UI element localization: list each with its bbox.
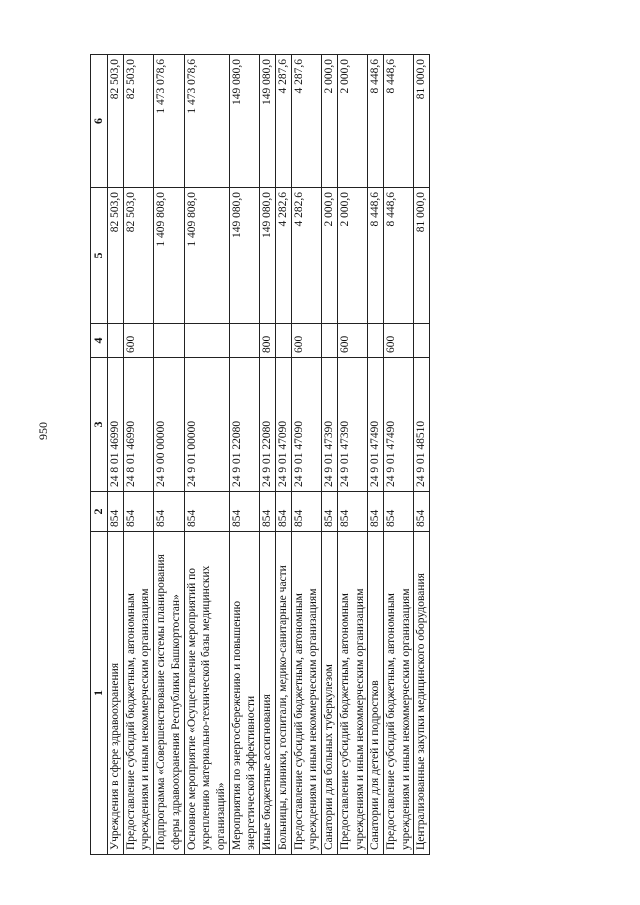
row-name-cell: Мероприятия по энергосбережению и повышению энергетической эффективности bbox=[229, 532, 259, 855]
target-article-cell: 24 9 01 47390 bbox=[322, 358, 338, 492]
target-article-cell: 24 9 01 00000 bbox=[184, 358, 229, 492]
table-header-row bbox=[91, 55, 108, 855]
expense-type-cell bbox=[108, 324, 124, 358]
expense-type-cell: 600 bbox=[123, 324, 153, 358]
row-name-cell: Иные бюджетные ассигнования bbox=[260, 532, 276, 855]
row-name-cell: Основное мероприятие «Осуществление мероприятий по укреплению материально-технической базы медицинских организаций» bbox=[184, 532, 229, 855]
target-article-cell: 24 8 01 46990 bbox=[123, 358, 153, 492]
target-article-cell: 24 9 01 47090 bbox=[275, 358, 291, 492]
expense-type-cell bbox=[229, 324, 259, 358]
rotated-page-content bbox=[90, 55, 430, 855]
row-name-cell: Больницы, клиники, госпитали, медико-санитарные части bbox=[275, 532, 291, 855]
amount-year2-cell: 8 448,6 bbox=[383, 55, 413, 188]
page-number: 950 bbox=[36, 422, 50, 440]
row-name-cell: Санатории для больных туберкулезом bbox=[322, 532, 338, 855]
amount-year2-cell: 149 080,0 bbox=[260, 55, 276, 188]
expense-type-cell bbox=[184, 324, 229, 358]
table-row bbox=[154, 55, 184, 855]
ministry-code-cell: 854 bbox=[123, 492, 153, 532]
expense-type-cell bbox=[154, 324, 184, 358]
header-cell: 6 bbox=[91, 55, 108, 188]
header-cell: 1 bbox=[91, 532, 108, 855]
amount-year2-cell: 4 287,6 bbox=[275, 55, 291, 188]
ministry-code-cell: 854 bbox=[275, 492, 291, 532]
amount-year2-cell: 2 000,0 bbox=[337, 55, 367, 188]
target-article-cell: 24 9 01 22080 bbox=[229, 358, 259, 492]
row-name-cell: Подпрограмма «Совершенствование системы планирования сферы здравоохранения Республики Башкортостан» bbox=[154, 532, 184, 855]
row-name-cell: Учреждения в сфере здравоохранения bbox=[108, 532, 124, 855]
ministry-code-cell: 854 bbox=[260, 492, 276, 532]
amount-year1-cell: 4 282,6 bbox=[275, 188, 291, 324]
amount-year2-cell: 82 503,0 bbox=[123, 55, 153, 188]
table-row bbox=[275, 55, 291, 855]
amount-year1-cell: 2 000,0 bbox=[337, 188, 367, 324]
amount-year2-cell: 81 000,0 bbox=[414, 55, 430, 188]
table-row bbox=[383, 55, 413, 855]
expense-type-cell: 800 bbox=[260, 324, 276, 358]
table-row bbox=[368, 55, 384, 855]
row-name-cell: Санатории для детей и подростков bbox=[368, 532, 384, 855]
target-article-cell: 24 9 01 48510 bbox=[414, 358, 430, 492]
ministry-code-cell: 854 bbox=[291, 492, 321, 532]
amount-year1-cell: 8 448,6 bbox=[383, 188, 413, 324]
amount-year1-cell: 8 448,6 bbox=[368, 188, 384, 324]
amount-year1-cell: 4 282,6 bbox=[291, 188, 321, 324]
row-name-cell: Предоставление субсидий бюджетным, автономным учреждениям и иным некоммерческим организациям bbox=[383, 532, 413, 855]
amount-year2-cell: 8 448,6 bbox=[368, 55, 384, 188]
target-article-cell: 24 9 01 47390 bbox=[337, 358, 367, 492]
amount-year2-cell: 149 080,0 bbox=[229, 55, 259, 188]
table-row bbox=[184, 55, 229, 855]
amount-year2-cell: 82 503,0 bbox=[108, 55, 124, 188]
header-cell: 4 bbox=[91, 324, 108, 358]
target-article-cell: 24 9 01 47090 bbox=[291, 358, 321, 492]
amount-year2-cell: 4 287,6 bbox=[291, 55, 321, 188]
amount-year1-cell: 81 000,0 bbox=[414, 188, 430, 324]
ministry-code-cell: 854 bbox=[322, 492, 338, 532]
amount-year1-cell: 1 409 808,0 bbox=[154, 188, 184, 324]
header-cell: 3 bbox=[91, 358, 108, 492]
amount-year1-cell: 149 080,0 bbox=[229, 188, 259, 324]
header-cell: 5 bbox=[91, 188, 108, 324]
ministry-code-cell: 854 bbox=[154, 492, 184, 532]
expense-type-cell: 600 bbox=[337, 324, 367, 358]
table-row bbox=[108, 55, 124, 855]
expense-type-cell: 600 bbox=[383, 324, 413, 358]
table-row bbox=[337, 55, 367, 855]
row-name-cell: Предоставление субсидий бюджетным, автономным учреждениям и иным некоммерческим организациям bbox=[337, 532, 367, 855]
table-row bbox=[229, 55, 259, 855]
table-row bbox=[260, 55, 276, 855]
target-article-cell: 24 9 01 22080 bbox=[260, 358, 276, 492]
amount-year2-cell: 1 473 078,6 bbox=[154, 55, 184, 188]
ministry-code-cell: 854 bbox=[383, 492, 413, 532]
target-article-cell: 24 9 01 47490 bbox=[383, 358, 413, 492]
expense-type-cell bbox=[275, 324, 291, 358]
expense-type-cell bbox=[414, 324, 430, 358]
amount-year1-cell: 82 503,0 bbox=[108, 188, 124, 324]
amount-year1-cell: 149 080,0 bbox=[260, 188, 276, 324]
amount-year2-cell: 2 000,0 bbox=[322, 55, 338, 188]
amount-year1-cell: 82 503,0 bbox=[123, 188, 153, 324]
ministry-code-cell: 854 bbox=[337, 492, 367, 532]
header-cell: 2 bbox=[91, 492, 108, 532]
table-row bbox=[123, 55, 153, 855]
expense-type-cell: 600 bbox=[291, 324, 321, 358]
table-body bbox=[91, 55, 430, 855]
amount-year1-cell: 2 000,0 bbox=[322, 188, 338, 324]
budget-table bbox=[90, 54, 430, 855]
amount-year2-cell: 1 473 078,6 bbox=[184, 55, 229, 188]
expense-type-cell bbox=[322, 324, 338, 358]
target-article-cell: 24 9 00 00000 bbox=[154, 358, 184, 492]
target-article-cell: 24 9 01 47490 bbox=[368, 358, 384, 492]
row-name-cell: Предоставление субсидий бюджетным, автономным учреждениям и иным некоммерческим организациям bbox=[123, 532, 153, 855]
table-row bbox=[414, 55, 430, 855]
ministry-code-cell: 854 bbox=[414, 492, 430, 532]
row-name-cell: Предоставление субсидий бюджетным, автономным учреждениям и иным некоммерческим организациям bbox=[291, 532, 321, 855]
ministry-code-cell: 854 bbox=[368, 492, 384, 532]
table-row bbox=[291, 55, 321, 855]
row-name-cell: Централизованные закупки медицинского оборудования bbox=[414, 532, 430, 855]
ministry-code-cell: 854 bbox=[229, 492, 259, 532]
ministry-code-cell: 854 bbox=[108, 492, 124, 532]
table-row bbox=[322, 55, 338, 855]
target-article-cell: 24 8 01 46990 bbox=[108, 358, 124, 492]
ministry-code-cell: 854 bbox=[184, 492, 229, 532]
amount-year1-cell: 1 409 808,0 bbox=[184, 188, 229, 324]
expense-type-cell bbox=[368, 324, 384, 358]
